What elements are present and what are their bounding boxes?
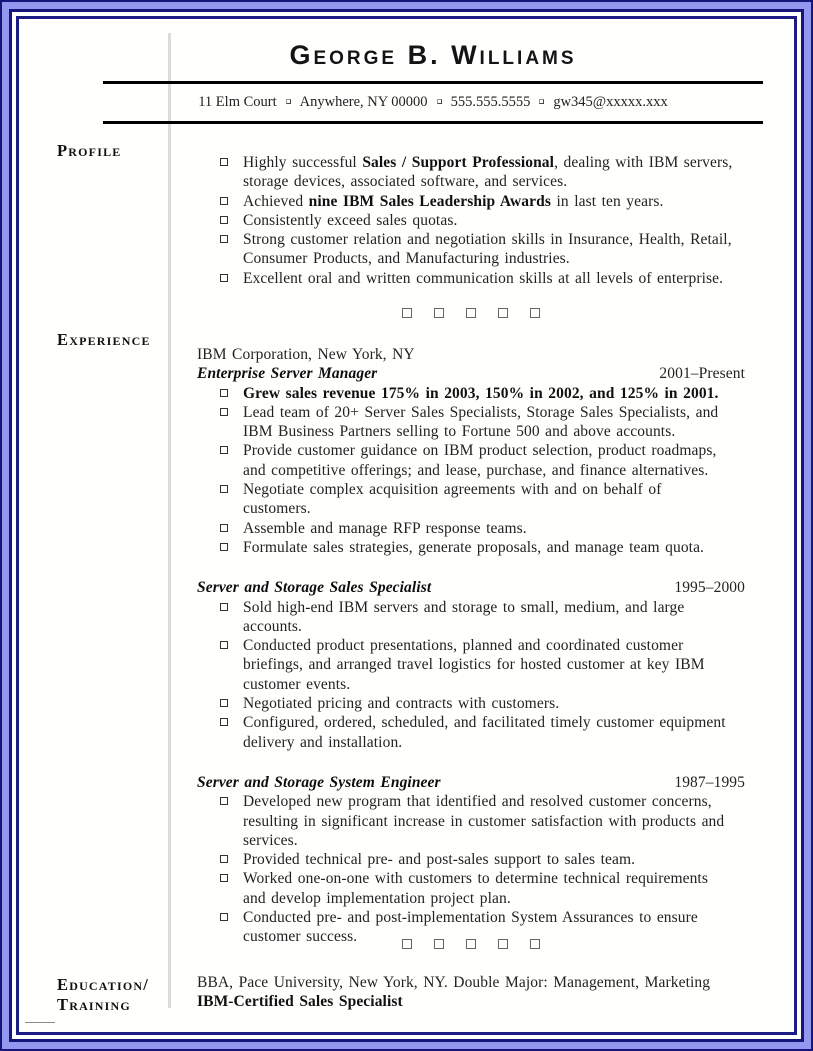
divider-square-icon (466, 939, 476, 949)
bullet-square-icon (220, 389, 228, 397)
divider-square-icon (434, 939, 444, 949)
section-label-education-line2: Training (57, 995, 131, 1014)
bullet-item (197, 792, 745, 850)
bullet-square-icon (220, 446, 228, 454)
section-label-education-line1: Education/ (57, 975, 150, 994)
bullet-text: Provided technical pre- and post-sales support to sales team. (243, 851, 636, 869)
section-label-experience: Experience (57, 330, 151, 349)
bullet-item (197, 480, 745, 519)
bullet-text: Conducted pre- and post-implementation System Assurances to ensure customer success. (243, 909, 698, 946)
job-title: Server and Storage Sales Specialist (197, 579, 432, 597)
bullet-item (197, 850, 745, 869)
bullet-square-icon (220, 485, 228, 493)
bullet-square-icon (220, 641, 228, 649)
job-dates: 2001–Present (659, 365, 745, 383)
bullet-square-icon (220, 274, 228, 282)
bullet-text: Formulate sales strategies, generate proposals, and manage team quota. (243, 538, 705, 556)
bullet-text: Negotiated pricing and contracts with customers. (243, 695, 560, 713)
job-dates: 1995–2000 (674, 579, 745, 597)
bullet-text: Assemble and manage RFP response teams. (243, 519, 527, 537)
education-certification: IBM-Certified Sales Specialist (197, 993, 403, 1011)
divider-square-icon (530, 308, 540, 318)
bullet-item (197, 713, 745, 752)
bullet-item (197, 153, 745, 192)
bullet-text: Worked one-on-one with customers to determine technical requirements and develop implementation project plan. (243, 870, 708, 907)
education-degree: BBA, Pace University, New York, NY. Double Major: Management, Marketing (197, 974, 711, 991)
bullet-text: Provide customer guidance on IBM product selection, product roadmaps, and competitive offerings; and lease, purchase, and finance alternatives. (243, 442, 717, 479)
bullet-square-icon (220, 718, 228, 726)
bullet-item (197, 230, 745, 269)
bullet-square-icon (220, 913, 228, 921)
contact-part: 555.555.5555 (450, 94, 531, 110)
resume-header (103, 19, 763, 124)
bullet-text: Negotiate complex acquisition agreements with and on behalf of customers. (243, 481, 662, 518)
job-heading (197, 773, 745, 792)
bullet-text-bold: nine IBM Sales Leadership Awards (308, 192, 551, 210)
bullet-text: Lead team of 20+ Server Sales Specialists, Storage Sales Specialists, and IBM Business Partners selling to Fortune 500 and above accounts. (243, 403, 719, 441)
contact-separator-square-icon (437, 99, 442, 104)
job-list (197, 364, 745, 946)
profile-section (197, 153, 745, 288)
bullet-text: Sold high-end IBM servers and storage to small, medium, and large accounts. (243, 598, 685, 635)
bullet-item (197, 538, 745, 557)
divider-square-icon (466, 308, 476, 318)
scan-artifact-line (25, 1022, 55, 1023)
education-lines (197, 973, 745, 1012)
bullet-square-icon (220, 699, 228, 707)
bullet-item (197, 519, 745, 538)
section-label-profile: Profile (57, 141, 122, 160)
section-label-education (57, 975, 149, 1015)
bullet-item (197, 694, 745, 713)
divider-square-icon (434, 308, 444, 318)
job-bullet-list (197, 384, 745, 558)
contact-separator-square-icon (539, 99, 544, 104)
job-heading (197, 364, 745, 383)
education-section (197, 939, 745, 1012)
bullet-text: , dealing with IBM servers, storage devices, associated software, and services. (243, 154, 733, 191)
bullet-square-icon (220, 524, 228, 532)
experience-section (197, 308, 745, 947)
bullet-square-icon (220, 158, 228, 166)
job-heading (197, 578, 745, 597)
bullet-square-icon (220, 408, 228, 416)
job-entry (197, 578, 745, 752)
divider-square-icon (498, 939, 508, 949)
bullet-text-bold: Grew sales revenue 175% in 2003, 150% in 2002, and 125% in 2001. (243, 384, 719, 402)
bullet-square-icon (220, 197, 228, 205)
bullet-square-icon (220, 235, 228, 243)
bullet-square-icon (220, 797, 228, 805)
header-rule-bottom (103, 121, 763, 124)
contact-part: Anywhere, NY 00000 (299, 94, 428, 110)
bullet-item (197, 384, 745, 403)
bullet-item (197, 598, 745, 637)
bullet-item (197, 192, 745, 211)
bullet-square-icon (220, 603, 228, 611)
bullet-item (197, 869, 745, 908)
bullet-text: in last ten years. (550, 192, 664, 210)
bullet-item (197, 269, 745, 288)
bullet-text: Excellent oral and written communication skills at all levels of enterprise. (243, 269, 724, 287)
divider-square-icon (402, 939, 412, 949)
divider-square-icon (530, 939, 540, 949)
bullet-text: Conducted product presentations, planned and coordinated customer briefings, and arranged travel logistics for hosted customer at key IBM customer events. (243, 637, 705, 693)
job-bullet-list (197, 598, 745, 752)
resume-sheet (19, 19, 794, 1032)
divider-square-icon (402, 308, 412, 318)
job-title: Server and Storage System Engineer (197, 773, 441, 791)
job-bullet-list (197, 792, 745, 946)
bullet-text: Configured, ordered, scheduled, and facilitated timely customer equipment delivery and installation. (243, 714, 726, 751)
bullet-text: Developed new program that identified and resolved customer concerns, resulting in significant increase in customer satisfaction with products and services. (243, 793, 725, 849)
bullet-square-icon (220, 543, 228, 551)
bullet-item (197, 441, 745, 480)
section-divider-squares (197, 308, 745, 318)
bullet-text: Achieved (243, 192, 309, 210)
bullet-item (197, 211, 745, 230)
contact-separator-square-icon (286, 99, 291, 104)
contact-line (103, 84, 763, 121)
employer-line: IBM Corporation, New York, NY (197, 346, 415, 363)
contact-part: gw345@xxxxx.xxx (553, 94, 668, 110)
contact-part: 11 Elm Court (198, 94, 277, 110)
section-divider-squares (197, 939, 745, 949)
bullet-text-bold: Sales / Support Professional (362, 154, 555, 171)
divider-square-icon (498, 308, 508, 318)
job-title: Enterprise Server Manager (197, 365, 378, 383)
job-entry (197, 773, 745, 947)
candidate-name: George B. Williams (289, 40, 577, 70)
bullet-text: Consistently exceed sales quotas. (243, 211, 458, 229)
profile-bullet-list (197, 153, 745, 288)
bullet-text: Highly successful (243, 154, 363, 171)
bullet-square-icon (220, 216, 228, 224)
bullet-square-icon (220, 855, 228, 863)
sidebar-divider-line (168, 33, 171, 1008)
bullet-item (197, 403, 745, 442)
job-entry (197, 364, 745, 557)
bullet-square-icon (220, 874, 228, 882)
bullet-text: Strong customer relation and negotiation skills in Insurance, Health, Retail, Consumer Products, and Manufacturing industries. (243, 231, 732, 268)
bullet-item (197, 636, 745, 694)
job-dates: 1987–1995 (674, 773, 745, 791)
